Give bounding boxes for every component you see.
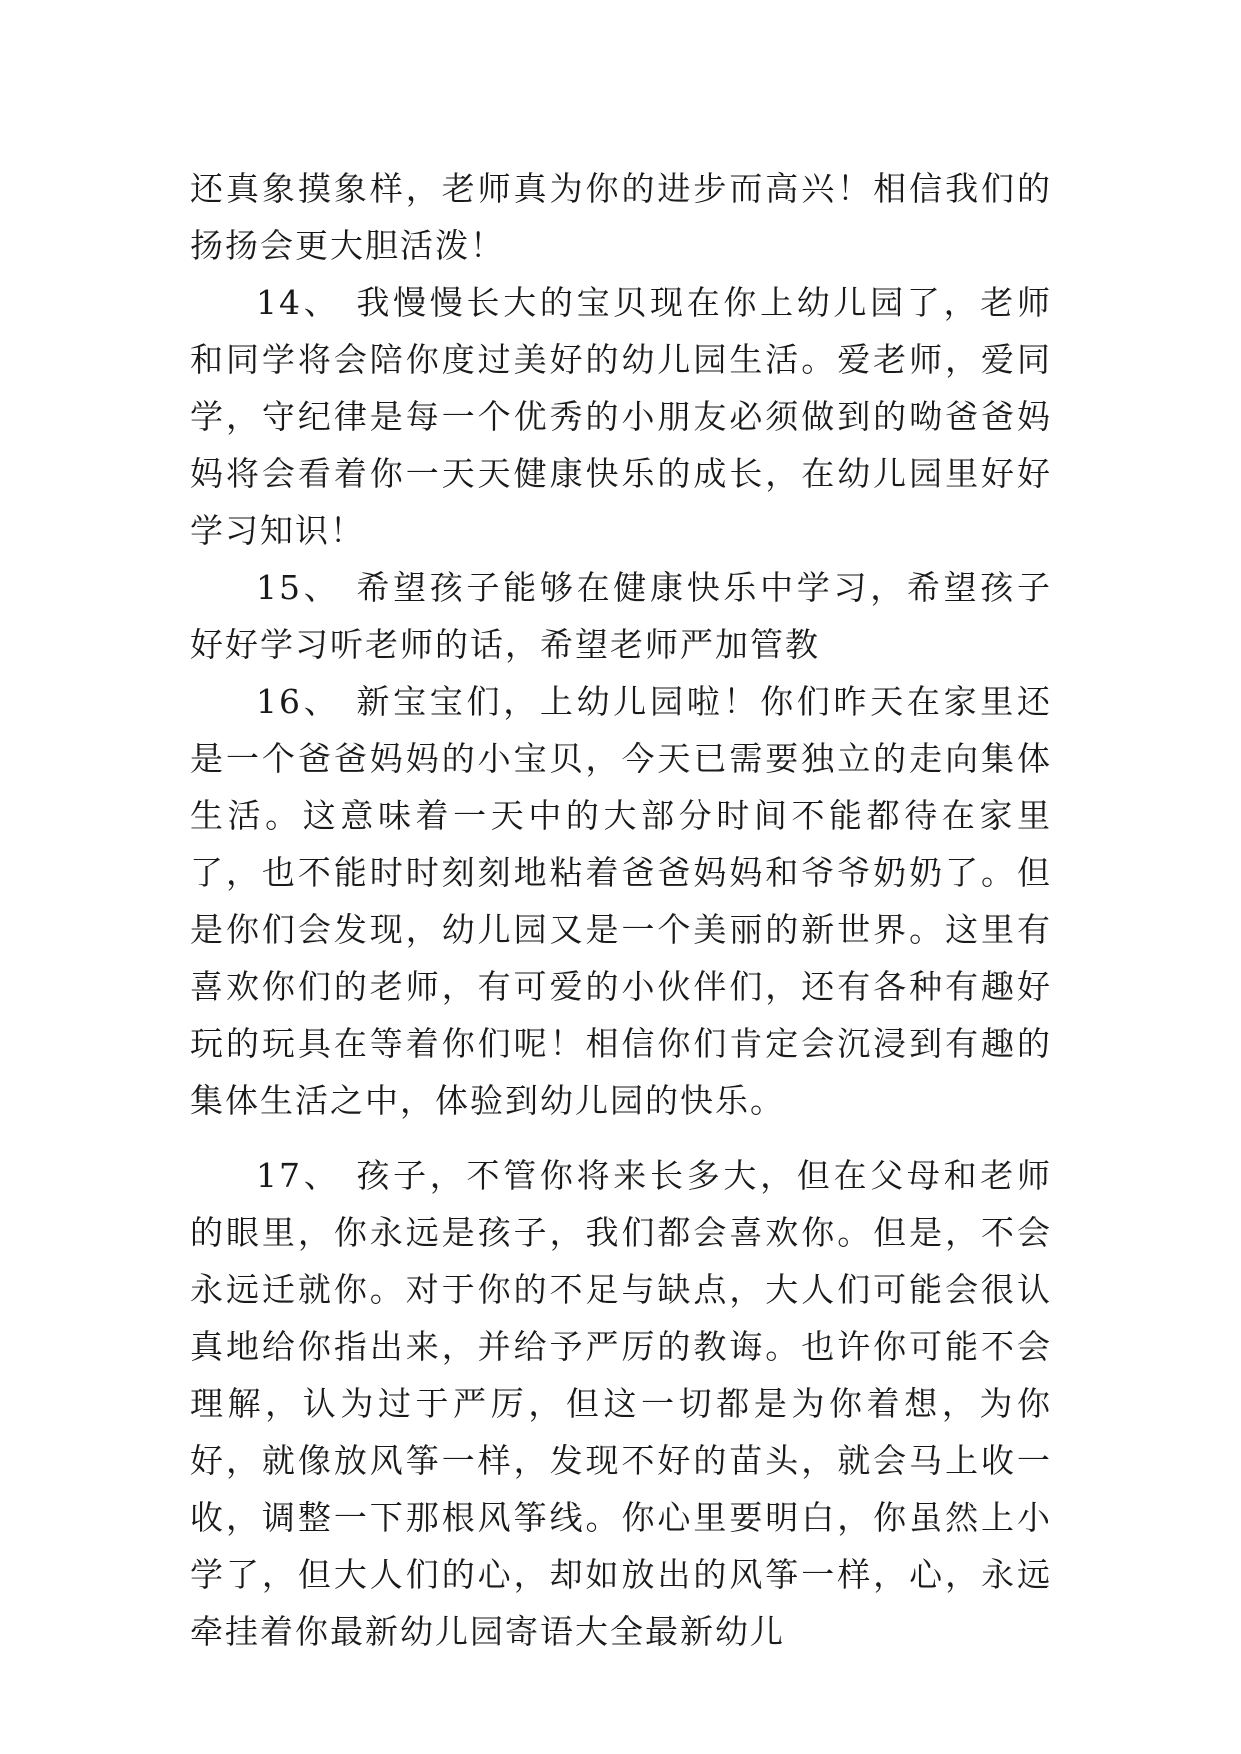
paragraph-14 xyxy=(190,274,1052,559)
paragraph-number: 15、 xyxy=(256,568,341,607)
paragraph-number: 14、 xyxy=(256,283,341,322)
paragraph-number: 17、 xyxy=(256,1156,341,1195)
paragraph-17 xyxy=(190,1147,1052,1660)
paragraph-16 xyxy=(190,673,1052,1129)
paragraph-text: 希望孩子能够在健康快乐中学习，希望孩子好好学习听老师的话，希望老师严加管教 xyxy=(190,568,1053,664)
paragraph-text: 我慢慢长大的宝贝现在你上幼儿园了，老师和同学将会陪你度过美好的幼儿园生活。爱老师，爱同学，守纪律是每一个优秀的小朋友必须做到的呦爸爸妈妈将会看着你一天天健康快乐的成长，在幼儿园里好好学习知识！ xyxy=(190,283,1053,550)
paragraph-15 xyxy=(190,559,1052,673)
paragraph-text: 孩子，不管你将来长多大，但在父母和老师的眼里，你永远是孩子，我们都会喜欢你。但是，不会永远迁就你。对于你的不足与缺点，大人们可能会很认真地给你指出来，并给予严厉的教诲。也许你可能不会理解，认为过于严厉，但这一切都是为你着想，为你好，就像放风筝一样，发现不好的苗头，就会马上收一收，调整一下那根风筝线。你心里要明白，你虽然上小学了，但大人们的心，却如放出的风筝一样，心，永远牵挂着你最新幼儿园寄语大全最新幼儿 xyxy=(190,1156,1053,1651)
paragraph-continuation xyxy=(190,160,1052,274)
paragraph-text: 新宝宝们，上幼儿园啦！你们昨天在家里还是一个爸爸妈妈的小宝贝，今天已需要独立的走向集体生活。这意味着一天中的大部分时间不能都待在家里了，也不能时时刻刻地粘着爸爸妈妈和爷爷奶奶了。但是你们会发现，幼儿园又是一个美丽的新世界。这里有喜欢你们的老师，有可爱的小伙伴们，还有各种有趣好玩的玩具在等着你们呢！相信你们肯定会沉浸到有趣的集体生活之中，体验到幼儿园的快乐。 xyxy=(190,682,1053,1120)
paragraph-text: 还真象摸象样，老师真为你的进步而高兴！相信我们的扬扬会更大胆活泼！ xyxy=(190,169,1052,265)
document-body xyxy=(190,160,1052,1660)
paragraph-number: 16、 xyxy=(256,682,341,721)
